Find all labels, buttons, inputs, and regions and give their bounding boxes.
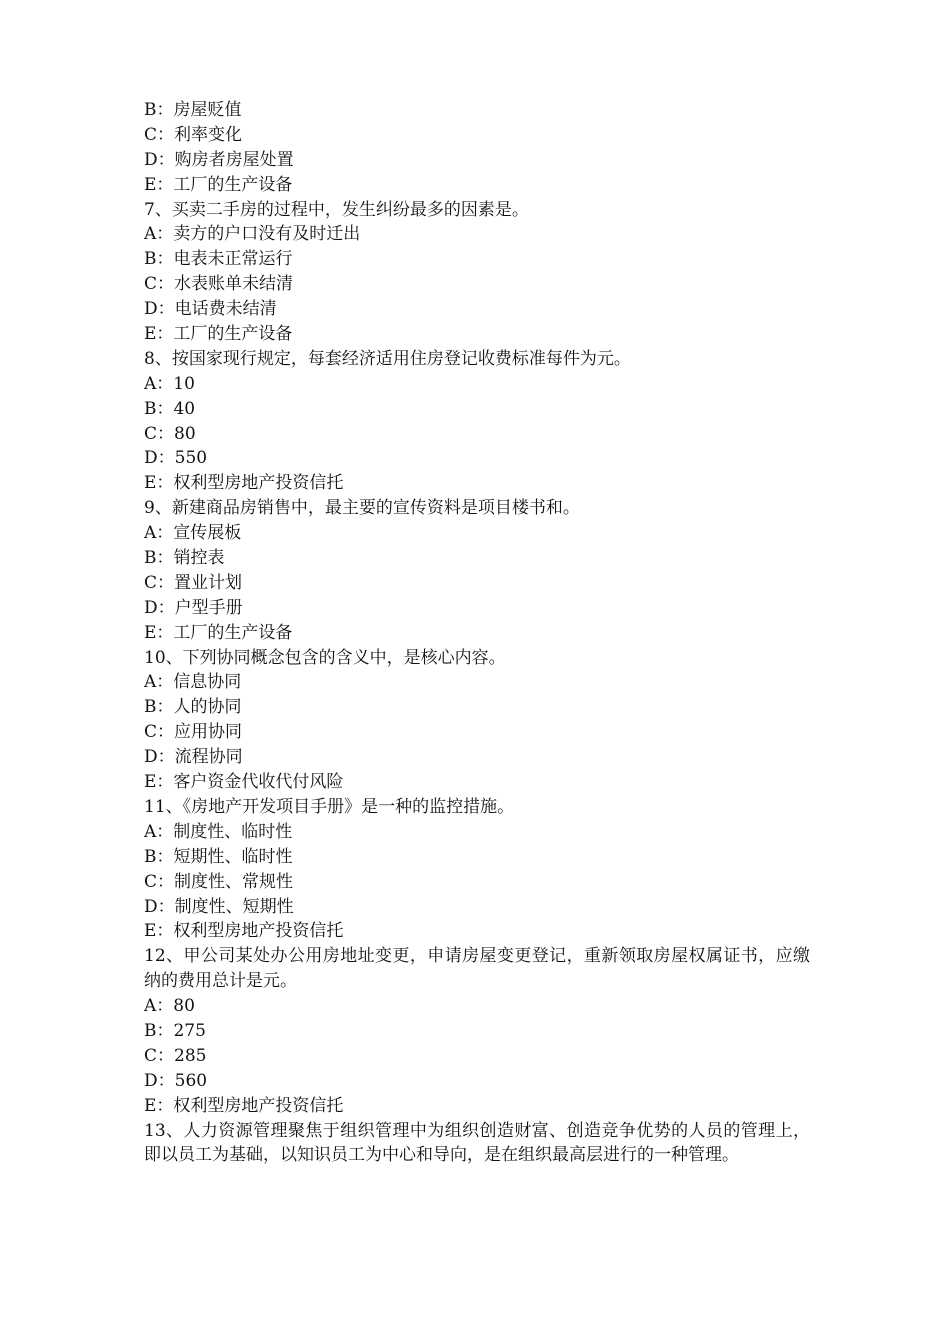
option-a-q7: A：卖方的户口没有及时迁出 (144, 224, 361, 245)
option-c-q11: C：制度性、常规性 (144, 871, 294, 892)
option-d-q9: D：户型手册 (144, 597, 243, 618)
option-b-q9: B：销控表 (144, 548, 225, 569)
option-d-q10: D：流程协同 (144, 747, 243, 768)
option-a-q9: A：宣传展板 (144, 523, 242, 544)
option-c-q8: C：80 (144, 423, 196, 444)
question-9: 9、新建商品房销售中，最主要的宣传资料是项目楼书和。 (144, 498, 580, 519)
option-d-q11: D：制度性、短期性 (144, 896, 294, 917)
option-c-q9: C：置业计划 (144, 572, 243, 593)
option-c-q7: C：水表账单未结清 (144, 274, 294, 295)
question-13: 13、人力资源管理聚焦于组织管理中为组织创造财富、创造竞争优势的人员的管理上，即以员工为基础，以知识员工为中心和导向，是在组织最高层进行的一种管理。 (144, 1120, 810, 1166)
option-e-q7: E：工厂的生产设备 (144, 324, 293, 345)
option-b-q8: B：40 (144, 398, 196, 419)
option-e-q6: E：工厂的生产设备 (144, 174, 293, 195)
option-b-q11: B：短期性、临时性 (144, 846, 293, 867)
option-a-q8: A：10 (144, 373, 195, 394)
question-10: 10、下列协同概念包含的含义中，是核心内容。 (144, 647, 506, 668)
option-c-q10: C：应用协同 (144, 722, 243, 743)
option-b-q7: B：电表未正常运行 (144, 249, 293, 270)
option-e-q9: E：工厂的生产设备 (144, 622, 293, 643)
question-11: 11、《房地产开发项目手册》是一种的监控措施。 (144, 796, 515, 817)
option-d-q7: D：电话费未结清 (144, 299, 277, 320)
option-b-q10: B：人的协同 (144, 697, 242, 718)
option-e-q8: E：权利型房地产投资信托 (144, 473, 344, 494)
option-d-q12: D：560 (144, 1070, 208, 1091)
option-a-q11: A：制度性、临时性 (144, 821, 293, 842)
option-e-q10: E：客户资金代收代付风险 (144, 772, 344, 793)
option-e-q11: E：权利型房地产投资信托 (144, 921, 344, 942)
option-c-q12: C：285 (144, 1045, 207, 1066)
question-8: 8、按国家现行规定，每套经济适用住房登记收费标准每件为元。 (144, 348, 631, 369)
option-a-q12: A：80 (144, 996, 195, 1017)
question-12: 12、甲公司某处办公用房地址变更，申请房屋变更登记，重新领取房屋权属证书，应缴纳的费用总计是元。 (144, 946, 810, 992)
option-d-q8: D：550 (144, 448, 208, 469)
question-7: 7、买卖二手房的过程中，发生纠纷最多的因素是。 (144, 199, 529, 220)
document-body (144, 98, 810, 1168)
option-b-q12: B：275 (144, 1020, 206, 1041)
option-c-q6: C：利率变化 (144, 124, 243, 145)
option-b-q6: B：房屋贬值 (144, 100, 242, 120)
option-a-q10: A：信息协同 (144, 672, 242, 693)
option-e-q12: E：权利型房地产投资信托 (144, 1095, 344, 1116)
option-d-q6: D：购房者房屋处置 (144, 149, 294, 170)
